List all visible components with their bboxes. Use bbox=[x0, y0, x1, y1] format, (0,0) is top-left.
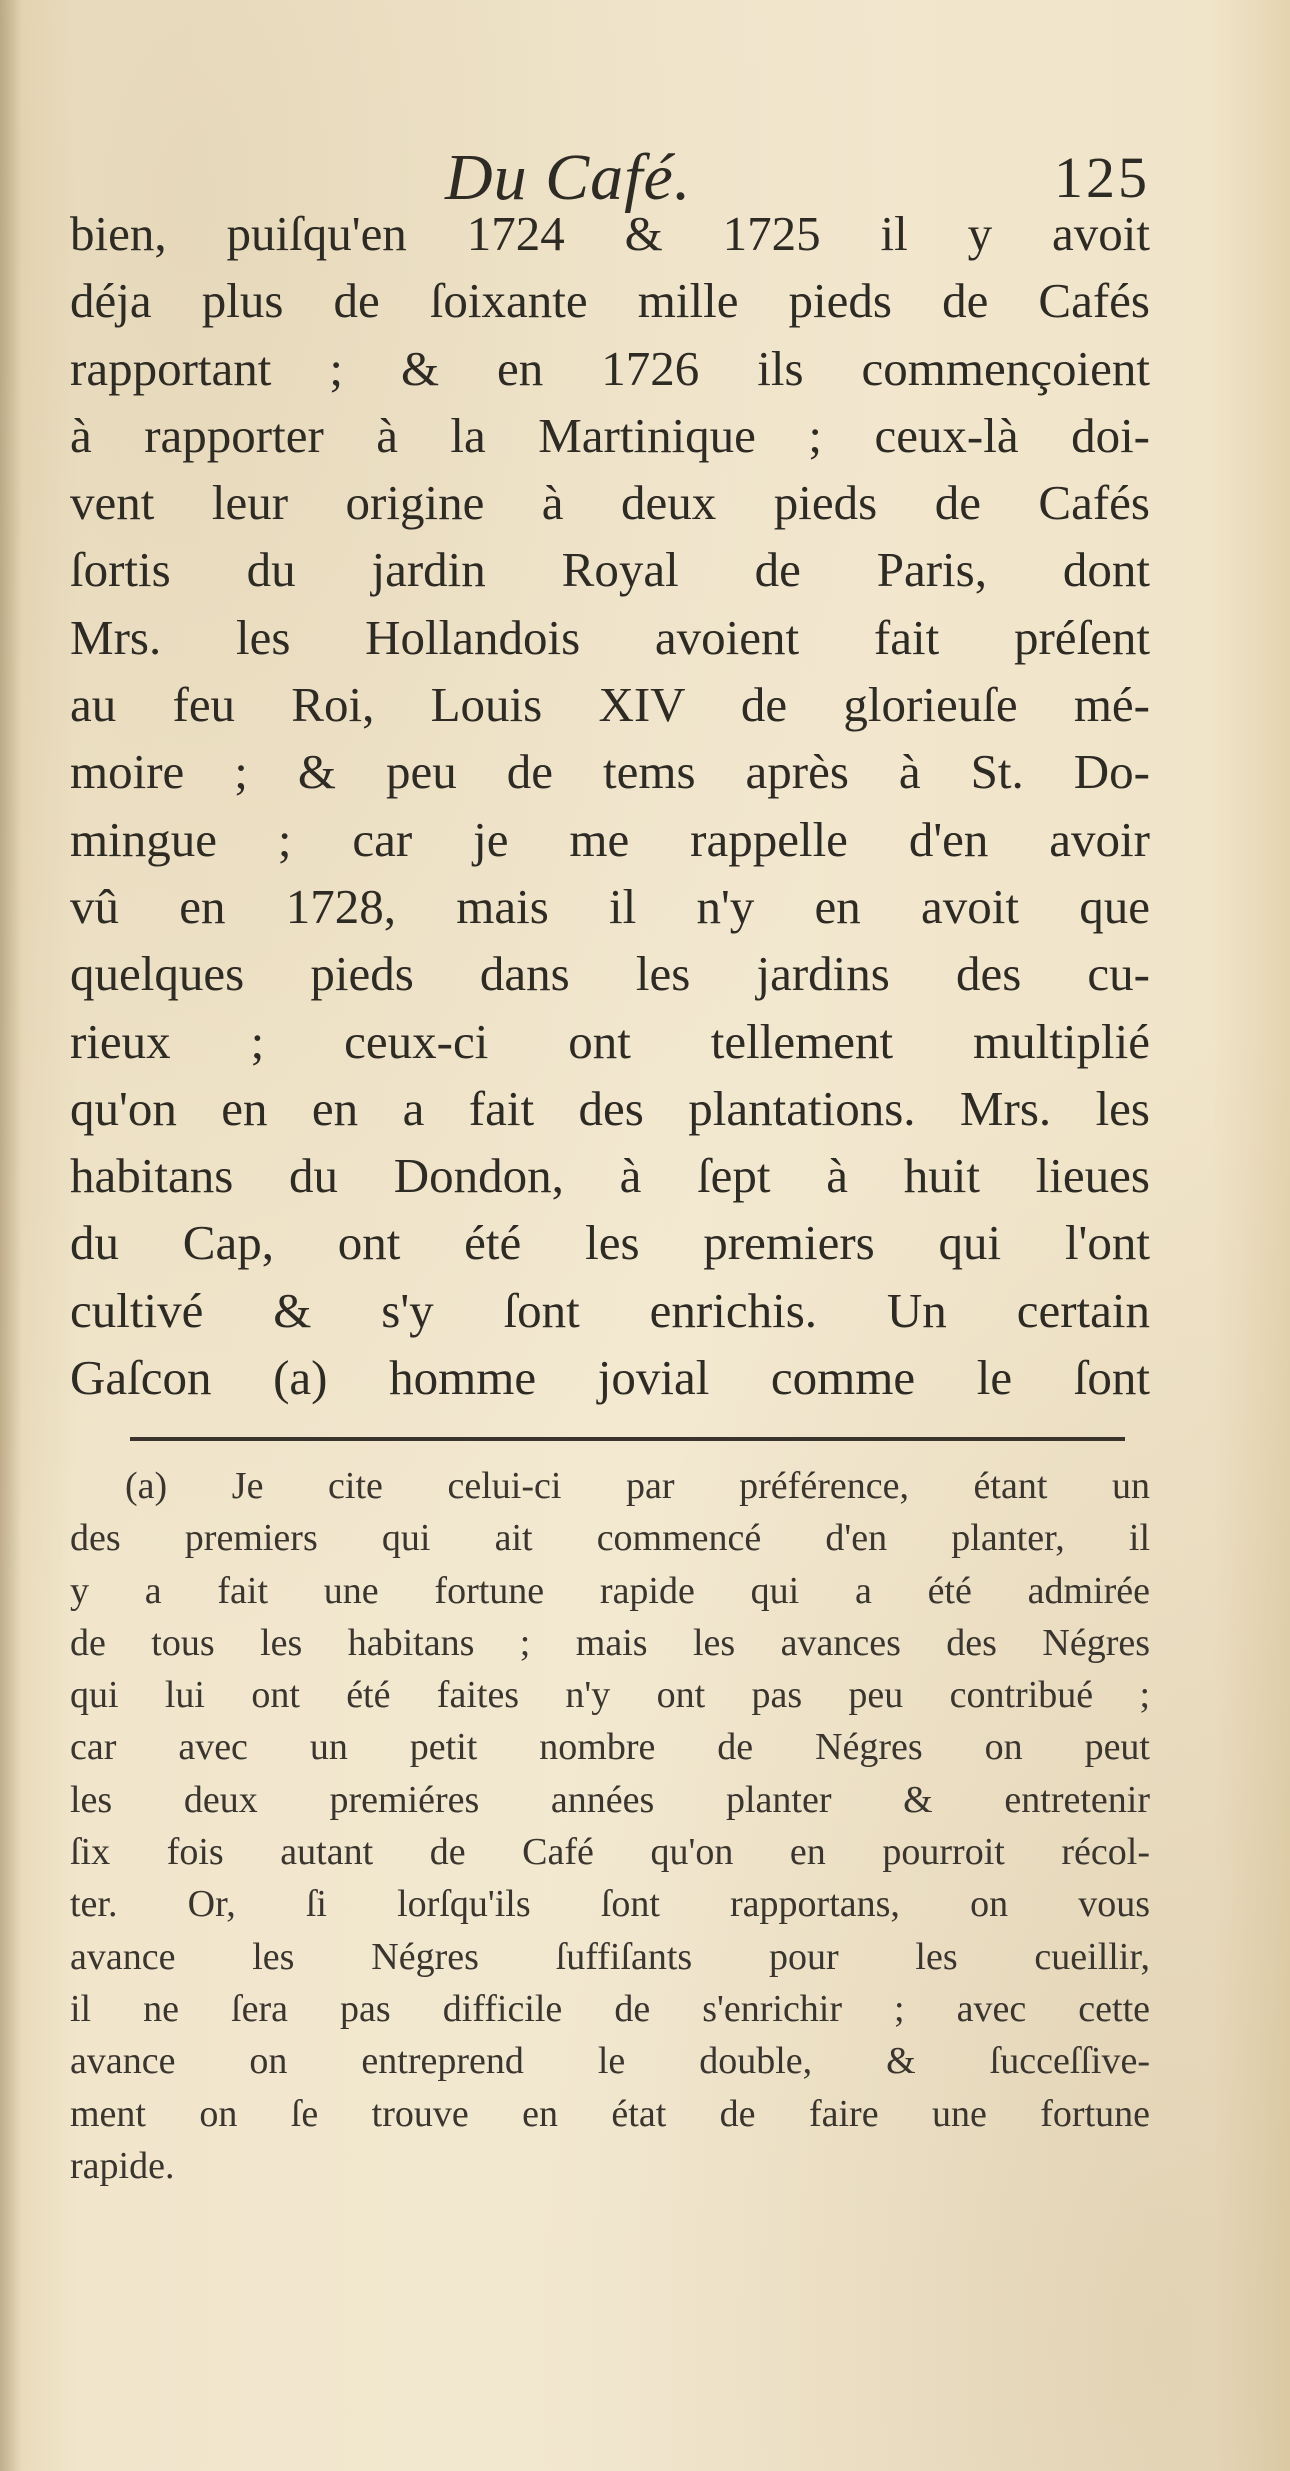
footnote-line: des premiers qui ait commencé d'en planter, il bbox=[70, 1517, 1150, 1560]
body-line: cultivé & s'y ſont enrichis. Un certain bbox=[70, 1282, 1150, 1338]
spine-shadow bbox=[0, 0, 22, 2471]
body-line: à rapporter à la Martinique ; ceux-là doi- bbox=[70, 407, 1150, 463]
body-line: vû en 1728, mais il n'y en avoit que bbox=[70, 878, 1150, 934]
body-line: ſortis du jardin Royal de Paris, dont bbox=[70, 542, 1150, 598]
body-line: vent leur origine à deux pieds de Cafés bbox=[70, 475, 1150, 531]
footnote-line: (a) Je cite celui-ci par préférence, étant un bbox=[125, 1465, 1150, 1507]
body-line: au feu Roi, Louis XIV de glorieuſe mé- bbox=[70, 677, 1150, 733]
body-line: mingue ; car je me rappelle d'en avoir bbox=[70, 811, 1150, 867]
footnote bbox=[70, 1460, 1150, 2192]
body-line: moire ; & peu de tems après à St. Do- bbox=[70, 744, 1150, 800]
body-line: rieux ; ceux-ci ont tellement multiplié bbox=[70, 1013, 1150, 1069]
body-line: bien, puiſqu'en 1724 & 1725 il y avoit bbox=[70, 206, 1150, 261]
running-title: Du Café. bbox=[445, 141, 692, 214]
footnote-line: y a fait une fortune rapide qui a été admirée bbox=[70, 1569, 1150, 1612]
page-number: 125 bbox=[1054, 145, 1150, 210]
footnote-line: rapide. bbox=[70, 2144, 175, 2187]
footnote-line: de tous les habitans ; mais les avances des Négres bbox=[70, 1621, 1150, 1664]
body-line: quelques pieds dans les jardins des cu- bbox=[70, 946, 1150, 1002]
body-line: Mrs. les Hollandois avoient fait préſent bbox=[70, 609, 1150, 665]
body-line: du Cap, ont été les premiers qui l'ont bbox=[70, 1215, 1150, 1271]
body-line: qu'on en en a fait des plantations. Mrs. les bbox=[70, 1080, 1150, 1136]
footnote-line: ter. Or, ſi lorſqu'ils ſont rapportans, on vous bbox=[70, 1883, 1150, 1926]
footnote-line: il ne ſera pas difficile de s'enrichir ; avec cette bbox=[70, 1987, 1150, 2030]
body-text bbox=[70, 200, 1150, 1411]
body-line: habitans du Dondon, à ſept à huit lieues bbox=[70, 1148, 1150, 1204]
body-line: déja plus de ſoixante mille pieds de Cafés bbox=[70, 273, 1150, 329]
body-line: Gaſcon (a) homme jovial comme le ſont bbox=[70, 1350, 1150, 1406]
footnote-line: qui lui ont été faites n'y ont pas peu contribué ; bbox=[70, 1674, 1150, 1717]
footnote-line: avance les Négres ſuffiſants pour les cueillir, bbox=[70, 1935, 1150, 1978]
body-line: rapportant ; & en 1726 ils commençoient bbox=[70, 340, 1150, 396]
footnote-line: avance on entreprend le double, & ſucceſſive- bbox=[70, 2040, 1150, 2083]
footnote-line: ſix fois autant de Café qu'on en pourroit récol- bbox=[70, 1831, 1150, 1874]
footnote-line: les deux premiéres années planter & entretenir bbox=[70, 1778, 1150, 1821]
footnote-line: ment on ſe trouve en état de faire une fortune bbox=[70, 2092, 1150, 2135]
footnote-line: car avec un petit nombre de Négres on peut bbox=[70, 1726, 1150, 1769]
footnote-rule bbox=[130, 1437, 1125, 1441]
